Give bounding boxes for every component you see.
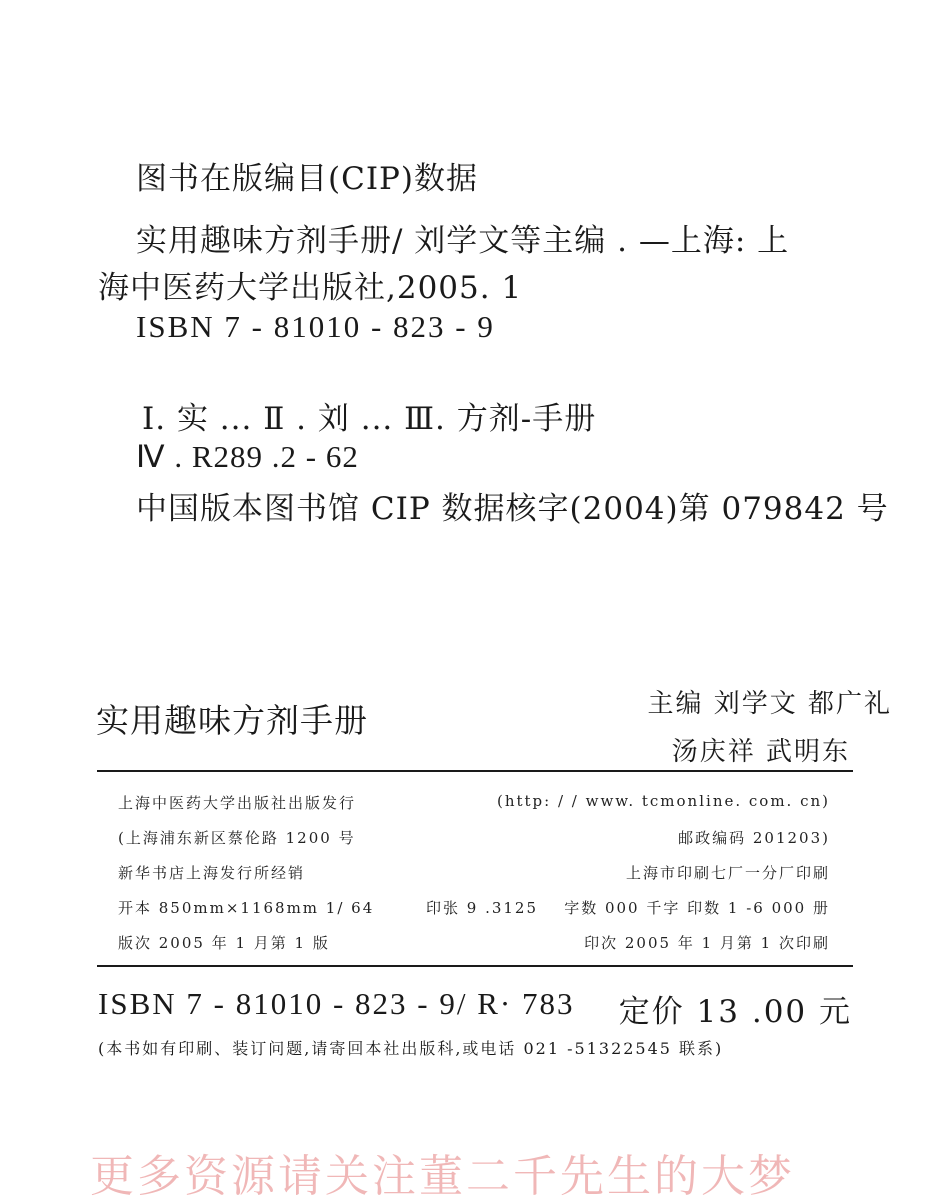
format: 开本 850mm×1168mm 1/ 64 <box>118 899 375 917</box>
postcode: 邮政编码 201203) <box>678 829 830 847</box>
distributor: 新华书店上海发行所经销 <box>118 864 306 882</box>
cip-publisher-line: 海中医药大学出版社,2005. 1 <box>98 270 523 306</box>
editors-line-1: 主编 刘学文 都广礼 <box>647 689 892 719</box>
cip-subject-headings: Ⅰ. 实 ... Ⅱ . 刘 ... Ⅲ. 方剂-手册 <box>142 401 597 437</box>
cip-title-line: 实用趣味方剂手册/ 刘学文等主编 . —上海: 上 <box>136 223 790 259</box>
cip-heading: 图书在版编目(CIP)数据 <box>136 161 479 197</box>
word-count: 字数 000 千字 印数 1 -6 000 册 <box>564 899 830 917</box>
sheets: 印张 9 .3125 <box>426 899 539 917</box>
publisher: 上海中医药大学出版社出版发行 <box>118 794 357 812</box>
watermark-text: 更多资源请关注董二千先生的大梦 <box>90 1151 795 1202</box>
printing: 印次 2005 年 1 月第 1 次印刷 <box>584 934 830 952</box>
edition: 版次 2005 年 1 月第 1 版 <box>118 934 330 952</box>
price: 定价 13 .00 元 <box>618 994 852 1030</box>
cip-isbn: ISBN 7 - 81010 - 823 - 9 <box>136 309 495 344</box>
isbn-line: ISBN 7 - 81010 - 823 - 9/ R· 783 <box>98 986 575 1021</box>
cip-record-number: 中国版本图书馆 CIP 数据核字(2004)第 079842 号 <box>136 491 889 527</box>
editors-line-2: 汤庆祥 武明东 <box>671 737 850 767</box>
book-title: 实用趣味方剂手册 <box>96 701 368 740</box>
quality-note: (本书如有印刷、装订问题,请寄回本社出版科,或电话 021 -51322545 联系) <box>98 1039 724 1058</box>
top-divider <box>97 770 853 772</box>
cip-classification: Ⅳ . R289 .2 - 62 <box>136 439 359 474</box>
address: (上海浦东新区蔡伦路 1200 号 <box>118 829 356 847</box>
printer: 上海市印刷七厂一分厂印刷 <box>625 864 830 882</box>
bottom-divider <box>97 965 853 967</box>
website: (http: / / www. tcmonline. com. cn) <box>496 792 830 810</box>
